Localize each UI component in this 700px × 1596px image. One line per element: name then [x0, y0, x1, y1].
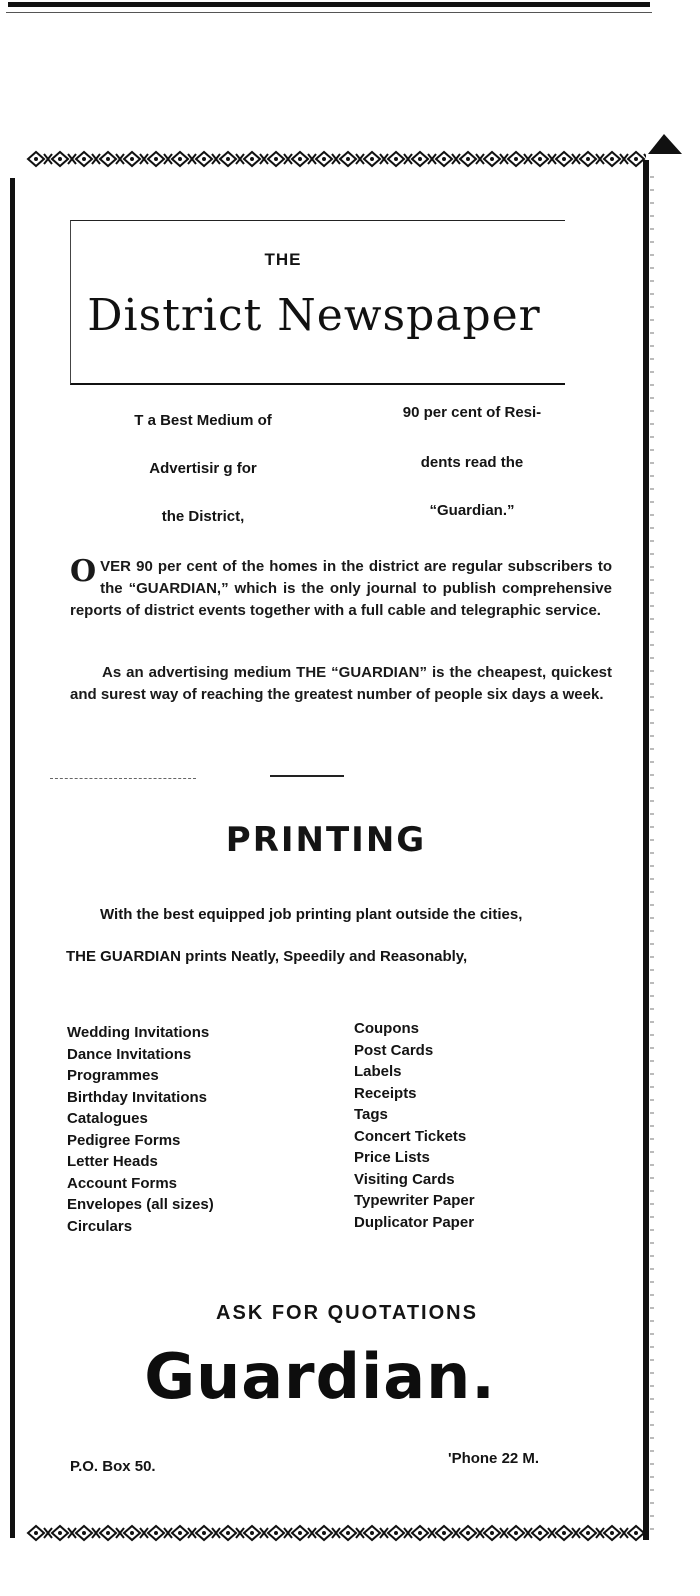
border-motif — [52, 1526, 76, 1540]
border-motif — [460, 152, 484, 166]
border-motif — [436, 152, 460, 166]
border-motif — [580, 1526, 604, 1540]
list-item: Receipts — [354, 1084, 417, 1102]
border-motif — [244, 1526, 268, 1540]
list-item: Dance Invitations — [67, 1045, 192, 1063]
border-motif — [580, 152, 604, 166]
list-item: Programmes — [67, 1067, 159, 1084]
list-item: Tags — [354, 1106, 388, 1123]
border-motif — [604, 152, 628, 166]
right-blurb-line-3: “Guardian.” — [429, 502, 515, 519]
border-motif — [196, 152, 220, 166]
top-ornamental-border — [24, 146, 646, 172]
border-motif — [268, 152, 292, 166]
border-motif — [100, 1526, 124, 1540]
left-blurb-line-1: T a Best Medium of — [134, 412, 272, 429]
left-blurb-line-3: the District, — [161, 508, 245, 525]
section-divider — [270, 775, 344, 777]
border-motif — [484, 1526, 508, 1540]
border-motif — [316, 152, 340, 166]
corner-mark — [648, 134, 682, 154]
border-motif — [292, 1526, 316, 1540]
border-motif — [172, 1526, 196, 1540]
border-motif — [340, 152, 364, 166]
list-item: Wedding Invitations — [67, 1024, 210, 1041]
masthead-title: District Newspaper — [87, 290, 541, 341]
border-motif — [148, 152, 172, 166]
border-motif — [220, 152, 244, 166]
quotations-line: ASK FOR QUOTATIONS — [216, 1302, 478, 1324]
border-motif — [268, 1526, 292, 1540]
border-motif — [460, 1526, 484, 1540]
guardian-logotype: Guardian. — [144, 1340, 496, 1413]
border-motif — [196, 1526, 220, 1540]
border-motif — [76, 1526, 100, 1540]
po-box: P.O. Box 50. — [70, 1458, 156, 1475]
printing-intro-line-1: With the best equipped job printing plant outside the cities, — [100, 906, 523, 923]
border-motif — [412, 152, 436, 166]
list-item: Envelopes (all sizes) — [67, 1196, 214, 1213]
printing-heading: PRINTING — [225, 820, 427, 860]
border-motif — [532, 1526, 556, 1540]
border-motif — [364, 152, 388, 166]
border-motif — [172, 152, 196, 166]
bottom-ornamental-border — [24, 1520, 646, 1546]
border-motif — [436, 1526, 460, 1540]
top-rule — [8, 2, 650, 7]
list-item: Typewriter Paper — [354, 1192, 475, 1209]
list-item: Duplicator Paper — [354, 1213, 475, 1231]
advertising-paragraph: As an advertising medium THE “GUARDIAN” is the cheapest, quickest and surest way of reaching the greatest number of people six days a week. — [70, 664, 612, 703]
subscriber-paragraph — [70, 556, 612, 622]
list-item: Price Lists — [354, 1149, 430, 1166]
services-list-right — [354, 1018, 475, 1233]
phone-number: 'Phone 22 M. — [448, 1450, 540, 1467]
border-motif — [148, 1526, 172, 1540]
drop-cap: O — [70, 554, 97, 589]
list-item: Account Forms — [67, 1174, 178, 1192]
border-motif — [340, 1526, 364, 1540]
border-motif — [28, 152, 52, 166]
printing-intro-line-2: THE GUARDIAN prints Neatly, Speedily and Reasonably, — [66, 948, 468, 965]
top-rule-thin — [6, 12, 652, 13]
border-motif — [124, 152, 148, 166]
list-item: Visiting Cards — [354, 1170, 455, 1188]
border-motif — [556, 152, 580, 166]
border-motif — [28, 1526, 52, 1540]
right-blurb-line-1: 90 per cent of Resi- — [402, 404, 542, 421]
left-blurb-line-2: Advertisir g for — [149, 460, 257, 477]
border-motif — [100, 152, 124, 166]
border-motif — [244, 152, 268, 166]
list-item: Circulars — [67, 1217, 133, 1235]
list-item: Pedigree Forms — [67, 1131, 181, 1149]
list-item: Labels — [354, 1063, 402, 1080]
border-motif — [364, 1526, 388, 1540]
services-list-left — [67, 1022, 214, 1237]
right-blurb-line-2: dents read the — [420, 454, 524, 471]
border-motif — [412, 1526, 436, 1540]
border-motif — [532, 152, 556, 166]
border-motif — [52, 152, 76, 166]
border-motif — [124, 1526, 148, 1540]
border-motif — [556, 1526, 580, 1540]
border-motif — [604, 1526, 628, 1540]
border-motif — [292, 152, 316, 166]
border-motif — [316, 1526, 340, 1540]
border-motif — [388, 1526, 412, 1540]
border-motif — [508, 1526, 532, 1540]
border-motif — [508, 152, 532, 166]
list-item: Birthday Invitations — [67, 1088, 208, 1106]
border-motif — [76, 152, 100, 166]
border-motif — [388, 152, 412, 166]
subscriber-paragraph-text: VER 90 per cent of the homes in the district are regular subscribers to the “GUARDIAN,” which is the only journal to publish comprehensive reports of district events together with a full cable and telegraphic service. — [70, 558, 612, 619]
border-motif — [484, 152, 508, 166]
list-item: Post Cards — [354, 1041, 434, 1059]
list-item: Concert Tickets — [354, 1127, 467, 1145]
list-item: Letter Heads — [67, 1153, 158, 1170]
smudge-line — [50, 778, 196, 779]
list-item: Coupons — [354, 1020, 419, 1037]
list-item: Catalogues — [67, 1110, 148, 1127]
border-motif — [220, 1526, 244, 1540]
masthead-the: THE — [264, 250, 302, 269]
